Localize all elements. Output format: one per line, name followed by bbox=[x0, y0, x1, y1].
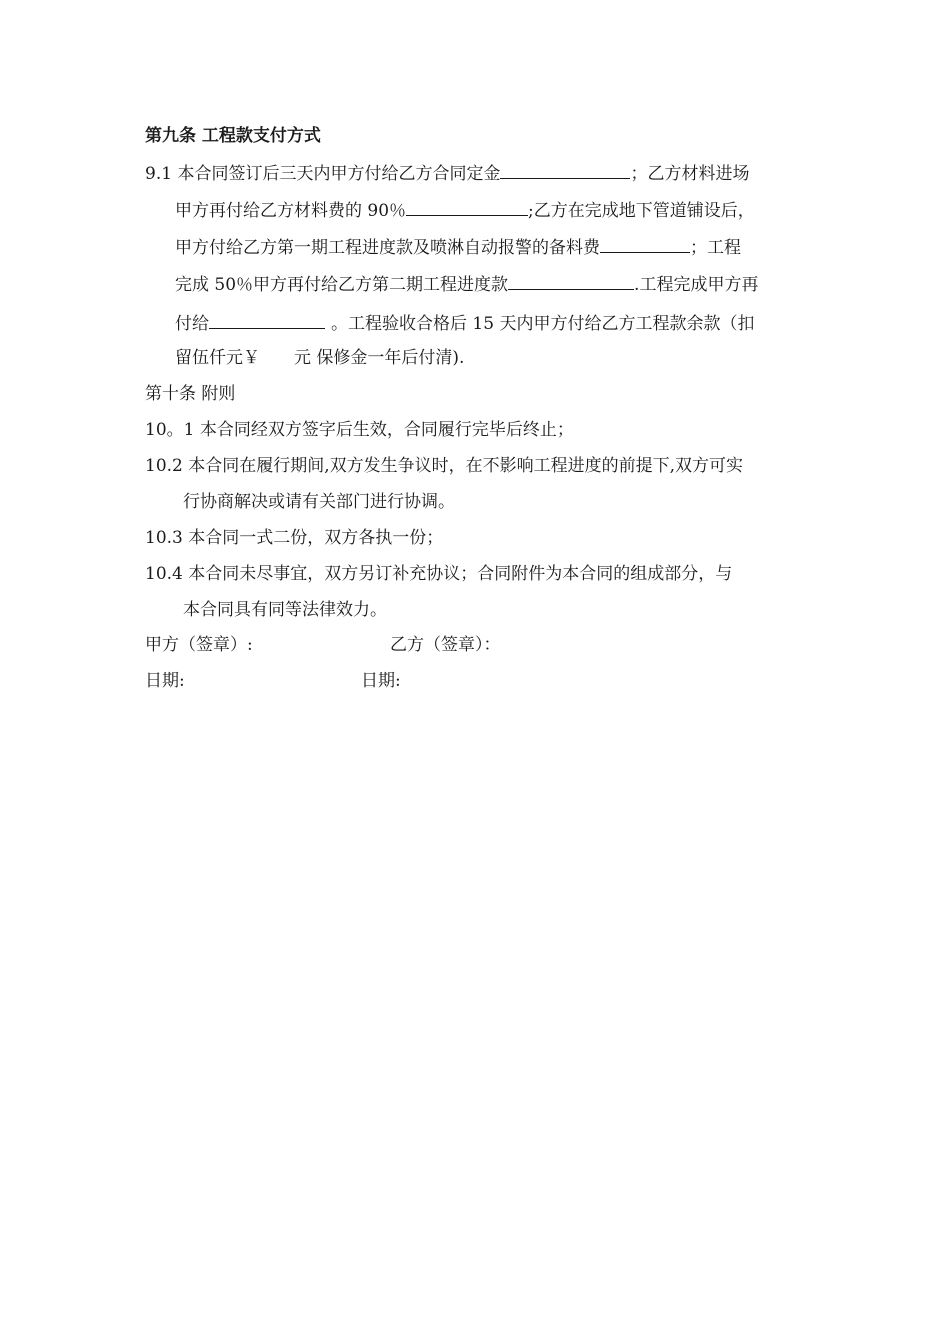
first-progress-blank[interactable] bbox=[600, 234, 690, 253]
completion-payment-blank[interactable] bbox=[209, 310, 325, 329]
article-10-heading: 第十条 附则 bbox=[145, 384, 236, 404]
clause-text: 完成 50％甲方再付给乙方第二期工程进度款 bbox=[175, 275, 509, 295]
party-a-date-label: 日期: bbox=[145, 671, 185, 691]
clause-text: .工程完成甲方再 bbox=[634, 275, 759, 295]
party-b-date-label: 日期: bbox=[361, 671, 401, 691]
party-a-signature-label: 甲方（签章）: bbox=[145, 635, 253, 655]
clause-10-4-line-2: 本合同具有同等法律效力。 bbox=[183, 600, 387, 620]
clause-text: ;乙方在完成地下管道铺设后， bbox=[528, 201, 755, 221]
party-b-signature-label: 乙方（签章）： bbox=[390, 635, 501, 655]
clause-10-2-line-2: 行协商解决或请有关部门进行协调。 bbox=[183, 492, 455, 512]
clause-9-1-line-6 bbox=[175, 346, 464, 370]
deposit-blank[interactable] bbox=[500, 160, 630, 179]
clause-10-2-line-1: 10.2 本合同在履行期间,双方发生争议时，在不影响工程进度的前提下,双方可实 bbox=[145, 456, 744, 476]
clause-text: ；乙方材料进场 bbox=[630, 164, 750, 184]
article-9-heading: 第九条 工程款支付方式 bbox=[145, 126, 321, 146]
clause-9-1-line-4 bbox=[175, 271, 758, 297]
material-fee-blank[interactable] bbox=[406, 197, 528, 216]
clause-text: 9.1 本合同签订后三天内甲方付给乙方合同定金 bbox=[145, 164, 501, 184]
clause-9-1-line-2 bbox=[175, 197, 755, 223]
clause-text: 甲方付给乙方第一期工程进度款及喷淋自动报警的备料费 bbox=[175, 238, 600, 258]
clause-text: ；工程 bbox=[690, 238, 741, 258]
clause-10-3: 10.3 本合同一式二份，双方各执一份； bbox=[145, 528, 444, 548]
clause-10-4-line-1: 10.4 本合同未尽事宜，双方另订补充协议；合同附件为本合同的组成部分，与 bbox=[145, 564, 733, 584]
clause-9-1-line-1 bbox=[145, 160, 749, 186]
clause-10-1: 10。1 本合同经双方签字后生效，合同履行完毕后终止； bbox=[145, 420, 574, 440]
clause-text: 元 保修金一年后付清). bbox=[294, 348, 465, 368]
clause-text: 甲方再付给乙方材料费的 90％ bbox=[175, 201, 407, 221]
clause-9-1-line-5 bbox=[175, 310, 754, 336]
clause-9-1-line-3 bbox=[175, 234, 741, 260]
clause-text: 。工程验收合格后 15 天内甲方付给乙方工程款余款（扣 bbox=[331, 314, 755, 334]
clause-text: 付给 bbox=[175, 314, 209, 334]
second-progress-blank[interactable] bbox=[508, 271, 634, 290]
clause-text: 留伍仟元￥ bbox=[175, 348, 260, 368]
